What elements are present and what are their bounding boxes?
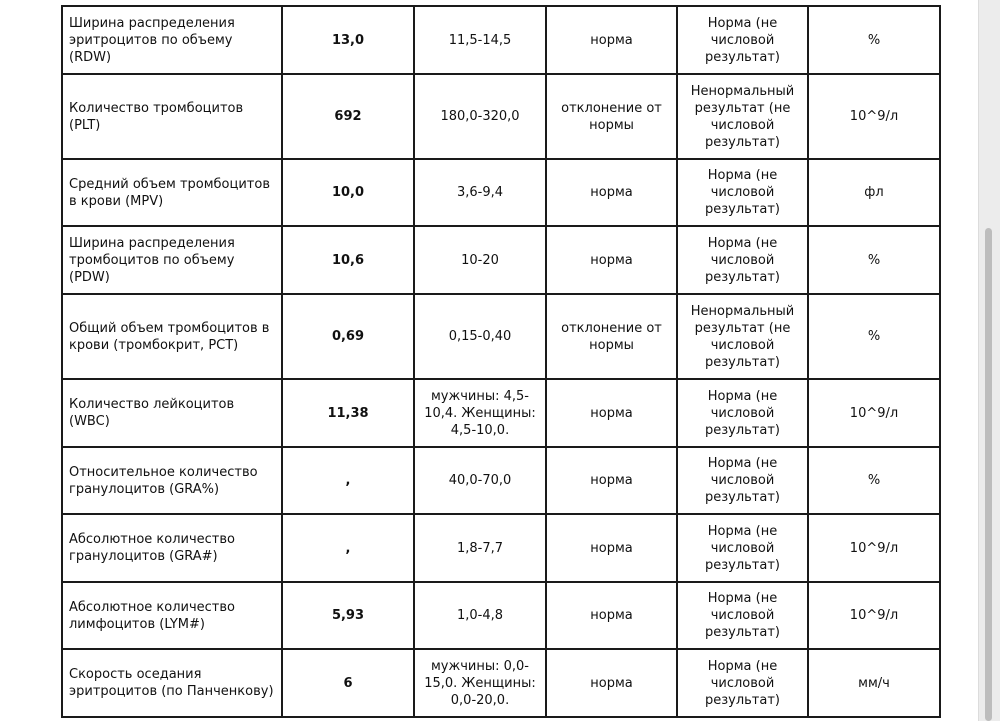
reference-range: 0,15-0,40: [414, 294, 546, 379]
vertical-scrollbar-thumb[interactable]: [985, 228, 992, 721]
reference-range: 11,5-14,5: [414, 6, 546, 74]
result-status: норма: [546, 582, 677, 649]
table-row: [62, 159, 940, 226]
unit: 10^9/л: [808, 379, 940, 447]
test-value: 5,93: [282, 582, 414, 649]
result-assessment: Норма (не числовой результат): [677, 649, 808, 717]
result-assessment: Ненормальный результат (не числовой результат): [677, 294, 808, 379]
test-name: Ширина распределения эритроцитов по объему (RDW): [62, 6, 282, 74]
test-value: ,: [282, 447, 414, 514]
unit: 10^9/л: [808, 582, 940, 649]
test-value: 692: [282, 74, 414, 159]
reference-range: 1,0-4,8: [414, 582, 546, 649]
result-assessment: Норма (не числовой результат): [677, 447, 808, 514]
unit: 10^9/л: [808, 514, 940, 582]
unit: мм/ч: [808, 649, 940, 717]
reference-range: 180,0-320,0: [414, 74, 546, 159]
result-status: норма: [546, 379, 677, 447]
table-row: [62, 582, 940, 649]
result-status: норма: [546, 514, 677, 582]
result-status: норма: [546, 447, 677, 514]
table-row: [62, 514, 940, 582]
table-row: [62, 294, 940, 379]
test-name: Общий объем тромбоцитов в крови (тромбокрит, PCT): [62, 294, 282, 379]
table-row: [62, 6, 940, 74]
table-row: [62, 447, 940, 514]
table-row: [62, 74, 940, 159]
test-name: Абсолютное количество гранулоцитов (GRA#): [62, 514, 282, 582]
test-name: Количество лейкоцитов (WBC): [62, 379, 282, 447]
result-status: норма: [546, 226, 677, 294]
test-name: Абсолютное количество лимфоцитов (LYM#): [62, 582, 282, 649]
test-value: ,: [282, 514, 414, 582]
result-assessment: Норма (не числовой результат): [677, 6, 808, 74]
reference-range: 40,0-70,0: [414, 447, 546, 514]
test-name: Средний объем тромбоцитов в крови (MPV): [62, 159, 282, 226]
reference-range: мужчины: 4,5-10,4. Женщины: 4,5-10,0.: [414, 379, 546, 447]
table-row: [62, 649, 940, 717]
test-name: Скорость оседания эритроцитов (по Панченкову): [62, 649, 282, 717]
reference-range: 3,6-9,4: [414, 159, 546, 226]
result-status: норма: [546, 159, 677, 226]
test-value: 0,69: [282, 294, 414, 379]
test-name: Относительное количество гранулоцитов (GRA%): [62, 447, 282, 514]
table-row: [62, 226, 940, 294]
unit: фл: [808, 159, 940, 226]
result-assessment: Норма (не числовой результат): [677, 379, 808, 447]
result-status: отклонение от нормы: [546, 74, 677, 159]
reference-range: 10-20: [414, 226, 546, 294]
result-assessment: Норма (не числовой результат): [677, 514, 808, 582]
result-assessment: Ненормальный результат (не числовой результат): [677, 74, 808, 159]
result-assessment: Норма (не числовой результат): [677, 159, 808, 226]
result-status: норма: [546, 649, 677, 717]
test-value: 13,0: [282, 6, 414, 74]
result-assessment: Норма (не числовой результат): [677, 226, 808, 294]
result-assessment: Норма (не числовой результат): [677, 582, 808, 649]
result-status: норма: [546, 6, 677, 74]
table-row: [62, 379, 940, 447]
test-name: Количество тромбоцитов (PLT): [62, 74, 282, 159]
reference-range: мужчины: 0,0-15,0. Женщины: 0,0-20,0.: [414, 649, 546, 717]
reference-range: 1,8-7,7: [414, 514, 546, 582]
unit: 10^9/л: [808, 74, 940, 159]
result-status: отклонение от нормы: [546, 294, 677, 379]
unit: %: [808, 226, 940, 294]
blood-test-results-table: [61, 5, 941, 718]
test-name: Ширина распределения тромбоцитов по объему (PDW): [62, 226, 282, 294]
unit: %: [808, 6, 940, 74]
test-value: 11,38: [282, 379, 414, 447]
unit: %: [808, 447, 940, 514]
unit: %: [808, 294, 940, 379]
test-value: 6: [282, 649, 414, 717]
test-value: 10,6: [282, 226, 414, 294]
test-value: 10,0: [282, 159, 414, 226]
